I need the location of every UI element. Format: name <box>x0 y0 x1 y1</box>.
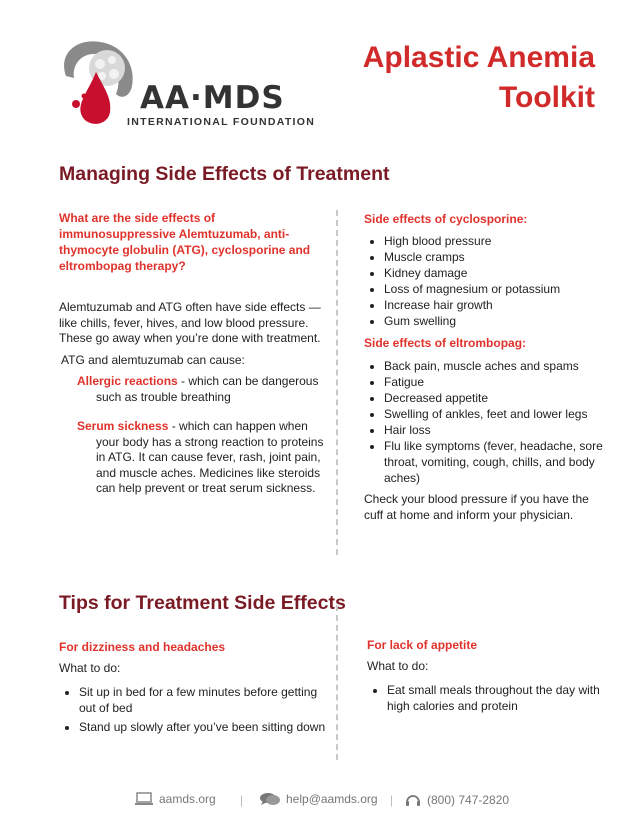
left-column-side-effects <box>59 210 327 497</box>
column-divider-1 <box>336 210 338 555</box>
dizziness-heading: For dizziness and headaches <box>59 640 226 654</box>
list-item: • Sit up in bed for a few minutes before getting out of bed <box>79 684 327 716</box>
footer-separator: | <box>390 793 394 807</box>
list-item: • Fatigue <box>384 374 604 390</box>
list-item: • Gum swelling <box>384 313 604 329</box>
eltrombopag-list <box>364 358 604 486</box>
list-item: • High blood pressure <box>384 233 604 249</box>
list-item: • Loss of magnesium or potassium <box>384 281 604 297</box>
list-item: • Flu like symptoms (fever, headache, sore throat, vomiting, cough, chills, and body aches) <box>384 438 604 486</box>
title-line-2: Toolkit <box>498 81 595 114</box>
email-link[interactable]: help@aamds.org <box>286 792 378 806</box>
tips-right-column <box>367 637 602 714</box>
cyclosporine-list <box>364 233 604 329</box>
list-item: • Decreased appetite <box>384 390 604 406</box>
section-heading-managing: Managing Side Effects of Treatment <box>59 163 390 185</box>
list-item: • Muscle cramps <box>384 249 604 265</box>
serum-sickness-text: - which can happen when your body has a strong reaction to proteins in ATG. It can cause fever, rash, joint pain, and muscle aches. Medicines like steroids can help prevent or treat serum sickness. <box>96 419 324 495</box>
footer <box>0 792 638 812</box>
logo-subtitle: INTERNATIONAL FOUNDATION <box>127 116 316 128</box>
right-column-side-effects <box>364 211 604 523</box>
list-item: • Swelling of ankles, feet and lower legs <box>384 406 604 422</box>
list-item: • Kidney damage <box>384 265 604 281</box>
intro-paragraph: Alemtuzumab and ATG often have side effects — like chills, fever, hives, and low blood pressure. These go away when you’re done with treatment. <box>59 300 321 345</box>
tips-left-column <box>59 639 327 735</box>
title-line-1: Aplastic Anemia <box>362 41 595 74</box>
laptop-icon <box>135 792 153 806</box>
serum-sickness-label: Serum sickness <box>77 419 169 433</box>
footer-separator: | <box>240 793 244 807</box>
allergic-reactions-label: Allergic reactions <box>77 374 178 388</box>
what-to-do-label: What to do: <box>59 661 121 675</box>
list-item: • Hair loss <box>384 422 604 438</box>
logo-wordmark: AA·MDS <box>140 80 285 116</box>
dizziness-tips-list <box>59 684 327 735</box>
can-cause-label: ATG and alemtuzumab can cause: <box>61 352 245 367</box>
side-effects-question: What are the side effects of immunosuppressive Alemtuzumab, anti-thymocyte globulin (ATG), cyclosporine and eltrombopag therapy? <box>59 211 311 273</box>
document-title <box>363 38 595 118</box>
eltrombopag-heading: Side effects of eltrombopag: <box>364 336 527 350</box>
allergic-reactions-text: - which can be dangerous such as trouble breathing <box>96 374 319 404</box>
appetite-heading: For lack of appetite <box>367 638 478 652</box>
cyclosporine-heading: Side effects of cyclosporine: <box>364 212 528 226</box>
list-item: • Back pain, muscle aches and spams <box>384 358 604 374</box>
footer-email[interactable] <box>260 792 378 806</box>
phone-number[interactable]: (800) 747-2820 <box>427 793 510 807</box>
list-item: • Stand up slowly after you’ve been sitting down <box>79 719 327 735</box>
list-item: • Increase hair growth <box>384 297 604 313</box>
footer-website[interactable] <box>135 792 216 806</box>
headset-icon <box>405 792 421 808</box>
serum-sickness-item <box>77 419 327 497</box>
allergic-reactions-item <box>77 374 327 405</box>
section-heading-tips: Tips for Treatment Side Effects <box>59 592 346 614</box>
blood-pressure-note: Check your blood pressure if you have the cuff at home and inform your physician. <box>364 492 589 522</box>
appetite-tips-list <box>367 682 602 714</box>
footer-phone[interactable] <box>405 792 509 808</box>
what-to-do-label: What to do: <box>367 659 429 673</box>
list-item: • Eat small meals throughout the day with high calories and protein <box>387 682 602 714</box>
column-divider-2 <box>336 605 338 760</box>
chat-icon <box>260 792 280 806</box>
website-link[interactable]: aamds.org <box>159 792 216 806</box>
